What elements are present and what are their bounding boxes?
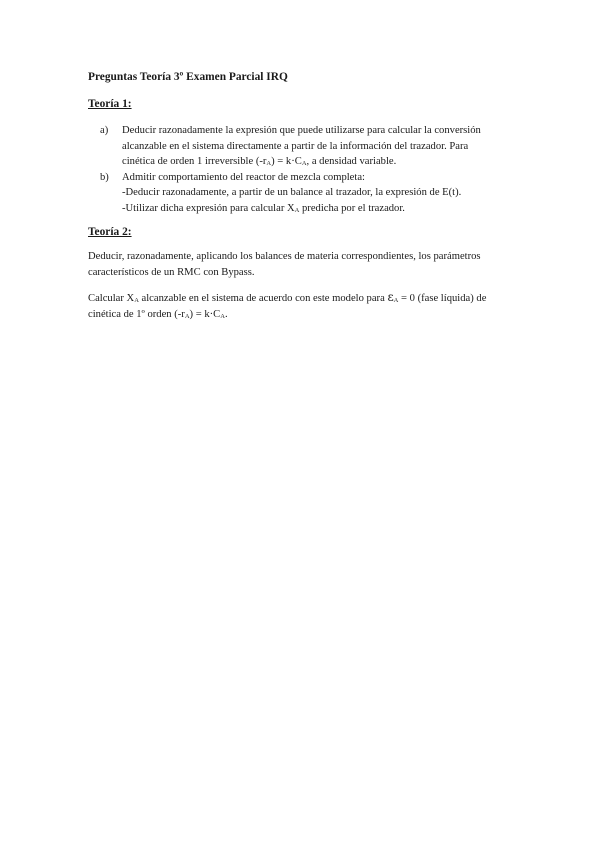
list-marker: b) xyxy=(100,171,109,183)
text-line xyxy=(88,290,518,307)
text-span: Calcular X xyxy=(88,293,135,304)
text-span: predicha por el trazador. xyxy=(299,202,405,214)
teoria2-paragraph-2 xyxy=(88,290,518,322)
subscript: A xyxy=(266,160,272,167)
epsilon-symbol: ε xyxy=(387,290,394,304)
text-span: cinética de 1º orden (-r xyxy=(88,308,185,320)
text-line xyxy=(122,201,528,217)
text-line xyxy=(88,307,518,323)
text-line: -Deducir razonadamente, a partir de un balance al trazador, la expresión de E(t). xyxy=(122,187,462,198)
text-span: ) = k·C xyxy=(271,156,302,167)
subscript: A xyxy=(294,206,300,214)
text-line: Deducir, razonadamente, aplicando los balances de materia correspondientes, los parámetros xyxy=(88,251,481,262)
text-line: alcanzable en el sistema directamente a partir de la información del trazador. Para xyxy=(122,140,469,152)
text-span: -Utilizar dicha expresión para calcular X xyxy=(122,202,295,214)
text-line: Deducir razonadamente la expresión que puede utilizarse para calcular la conversión xyxy=(122,125,481,136)
subscript: A xyxy=(220,312,225,320)
teoria2-heading: Teoría 2: xyxy=(88,226,132,238)
list-marker: a) xyxy=(100,125,109,136)
teoria1-list xyxy=(88,123,528,216)
subscript: A xyxy=(301,160,307,167)
text-span: , a densidad variable. xyxy=(306,156,397,167)
text-line xyxy=(122,154,528,170)
text-span: alcanzable en el sistema de acuerdo con este modelo para xyxy=(138,293,388,304)
subscript: A xyxy=(134,297,139,304)
subscript: A xyxy=(393,297,399,304)
text-line: característicos de un RMC con Bypass. xyxy=(88,266,255,278)
text-span: cinética de orden 1 irreversible (-r xyxy=(122,156,267,167)
text-span: ) = k·C xyxy=(189,308,221,320)
list-item xyxy=(88,170,528,217)
teoria1-heading: Teoría 1: xyxy=(88,98,132,110)
text-line: Admitir comportamiento del reactor de mezcla completa: xyxy=(122,171,365,183)
subscript: A xyxy=(184,312,190,320)
teoria2-paragraph-1 xyxy=(88,249,518,280)
list-item xyxy=(88,123,528,170)
text-span: = 0 (fase líquida) de xyxy=(398,293,487,304)
text-span: . xyxy=(224,308,228,320)
document-title: Preguntas Teoría 3º Examen Parcial IRQ xyxy=(88,71,288,83)
